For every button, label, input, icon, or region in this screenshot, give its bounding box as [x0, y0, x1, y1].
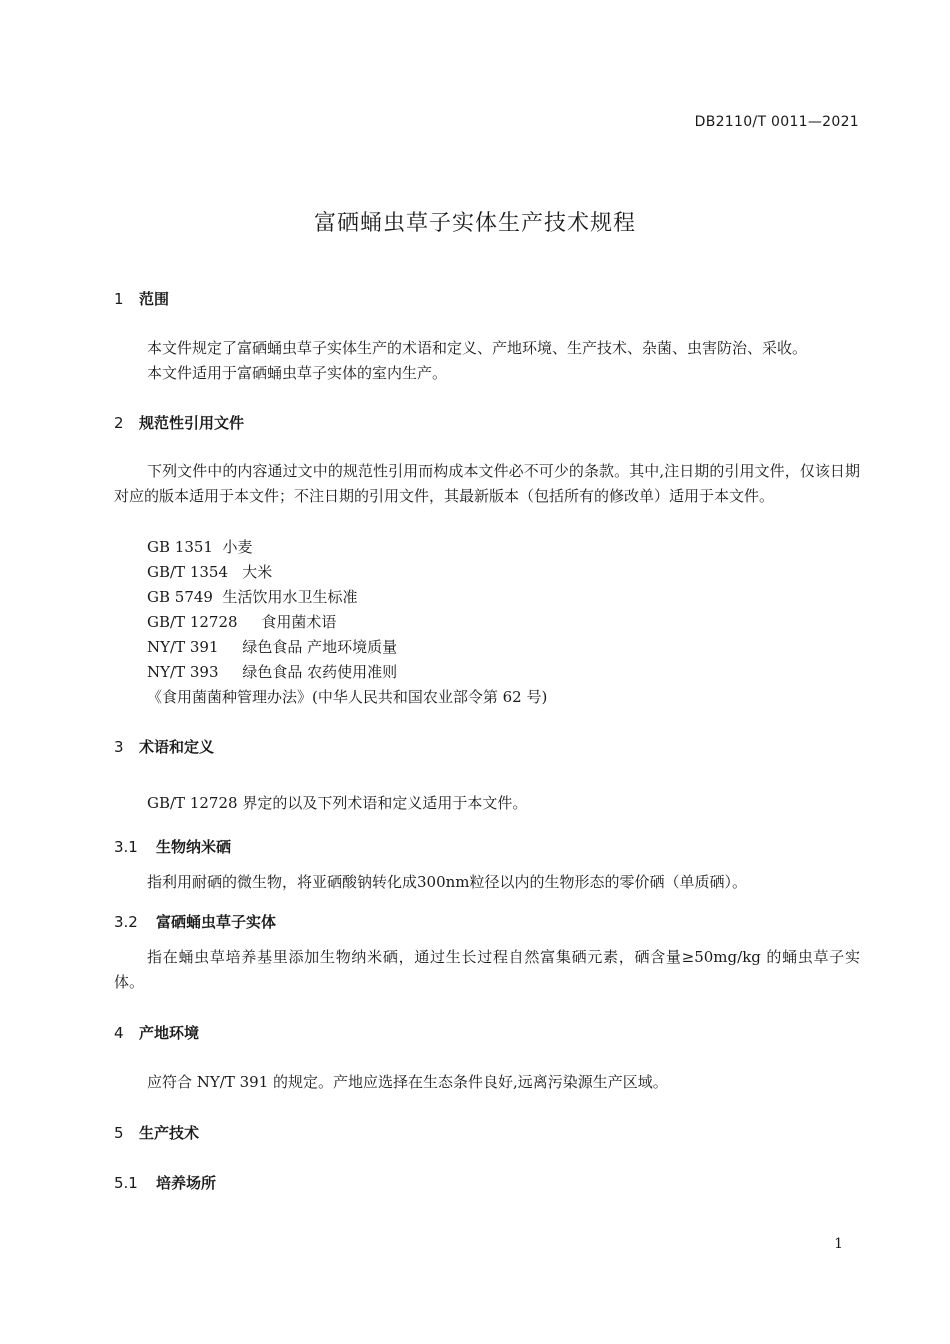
- section-number: 1: [114, 290, 124, 308]
- subsection-number: 5.1: [114, 1174, 138, 1192]
- subsection-heading-cultivation-site: [114, 1172, 216, 1193]
- reference-item: NY/T 391 绿色食品 产地环境质量: [147, 638, 398, 656]
- reference-item: GB 5749 生活饮用水卫生标准: [147, 588, 358, 606]
- section-title: 规范性引用文件: [139, 414, 245, 432]
- section-number: 2: [114, 414, 124, 432]
- section-heading-normative-references: [114, 412, 244, 433]
- section-title: 范围: [139, 290, 170, 308]
- section-number: 3: [114, 738, 124, 756]
- paragraph-terms-intro: GB/T 12728 界定的以及下列术语和定义适用于本文件。: [147, 794, 528, 812]
- reference-item: 《食用菌菌种管理办法》(中华人民共和国农业部令第 62 号): [147, 688, 548, 706]
- paragraph-production-environment: 应符合 NY/T 391 的规定。产地应选择在生态条件良好,远离污染源生产区域。: [147, 1073, 668, 1091]
- reference-item: GB 1351 小麦: [147, 538, 253, 556]
- section-heading-production-environment: [114, 1022, 199, 1043]
- subsection-title: 富硒蛹虫草子实体: [156, 913, 277, 931]
- section-number: 4: [114, 1024, 124, 1042]
- reference-item: NY/T 393 绿色食品 农药使用准则: [147, 663, 398, 681]
- subsection-heading-bio-nano-selenium: [114, 836, 231, 857]
- reference-item: GB/T 1354 大米: [147, 563, 273, 581]
- subsection-number: 3.1: [114, 838, 138, 856]
- reference-item: GB/T 12728 食用菌术语: [147, 613, 337, 631]
- subsection-heading-selenium-cordyceps: [114, 911, 276, 932]
- paragraph-references-intro: 下列文件中的内容通过文中的规范性引用而构成本文件必不可少的条款。其中,注日期的引用文件，仅该日期对应的版本适用于本文件；不注日期的引用文件，其最新版本（包括所有的修改单）适用于本文件。: [114, 462, 860, 505]
- paragraph-scope-1: 本文件规定了富硒蛹虫草子实体生产的术语和定义、产地环境、生产技术、杂菌、虫害防治、采收。: [147, 339, 808, 357]
- paragraph-scope-2: 本文件适用于富硒蛹虫草子实体的室内生产。: [147, 364, 448, 382]
- document-code: DB2110/T 0011—2021: [694, 114, 859, 130]
- document-title: 富硒蛹虫草子实体生产技术规程: [313, 211, 636, 236]
- section-title: 生产技术: [139, 1124, 200, 1142]
- paragraph-definition-selenium-cordyceps: 指在蛹虫草培养基里添加生物纳米硒，通过生长过程自然富集硒元素，硒含量≥50mg/kg 的蛹虫草子实体。: [114, 948, 860, 991]
- section-heading-production-technology: [114, 1122, 199, 1143]
- paragraph-definition-bio-nano-selenium: 指利用耐硒的微生物，将亚硒酸钠转化成300nm粒径以内的生物形态的零价硒（单质硒）。: [147, 873, 748, 891]
- section-heading-scope: [114, 288, 169, 309]
- section-title: 术语和定义: [139, 738, 215, 756]
- section-title: 产地环境: [139, 1024, 200, 1042]
- section-heading-terms: [114, 736, 214, 757]
- section-number: 5: [114, 1124, 124, 1142]
- subsection-title: 培养场所: [156, 1174, 217, 1192]
- subsection-title: 生物纳米硒: [156, 838, 232, 856]
- page-number: 1: [834, 1236, 843, 1252]
- subsection-number: 3.2: [114, 913, 138, 931]
